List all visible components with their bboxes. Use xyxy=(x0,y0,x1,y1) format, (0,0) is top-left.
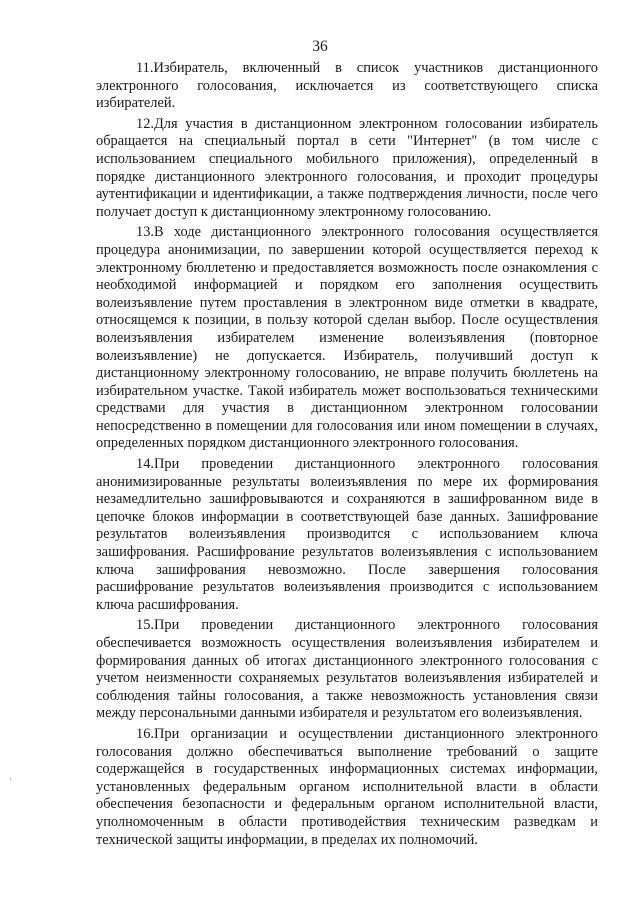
paragraph-16: 16.При организации и осуществлении дистанционного электронного голосования должно обеспечиваться выполнение требований о защите содержащейся в государственных информационных системах информации, установленных федеральным органом исполнительной власти в области обеспечения безопасности и федеральным органом исполнительной власти, уполномоченным в области противодействия техническим разведкам и технической защиты информации, в пределах их полномочий. xyxy=(96,725,598,848)
paragraph-15: 15.При проведении дистанционного электронного голосования обеспечивается возможность осуществления волеизъявления избирателем и формирования данных об итогах дистанционного электронного голосования с учетом неизменности сохраняемых результатов волеизъявления избирателей и соблюдения тайны голосования, а также невозможность установления связи между персональными данными избирателя и результатом его волеизъявления. xyxy=(96,617,598,722)
paragraph-14: 14.При проведении дистанционного электронного голосования анонимизированные результаты волеизъявления по мере их формирования незамедлительно зашифровываются и сохраняются в зашифрованном виде в цепочке блоков информации в соответствующей базе данных. Зашифрование результатов волеизъявления производится с использованием ключа зашифрования. Расшифрование результатов волеизъявления с использованием ключа зашифрования невозможно. После завершения голосования расшифрование результатов волеизъявления производится с использованием ключа расшифрования. xyxy=(96,456,598,613)
paragraph-11: 11.Избиратель, включенный в список участников дистанционного электронного голосования, исключается из соответствующего списка избирателей. xyxy=(96,60,598,112)
paragraph-12: 12.Для участия в дистанционном электронном голосовании избиратель обращается на специальный портал в сети "Интернет" (в том числе с использованием специального мобильного приложения), определенный в порядке дистанционного электронного голосования, и проходит процедуры аутентификации и идентификации, а также подтверждения личности, после чего получает доступ к дистанционному электронному голосованию. xyxy=(96,115,598,220)
paragraph-13: 13.В ходе дистанционного электронного голосования осуществляется процедура анонимизации, по завершении которой осуществляется переход к электронному бюллетеню и предоставляется возможность после ознакомления с необходимой информацией и порядком его заполнения осуществить волеизъявление путем проставления в электронном виде отметки в квадрате, относящемся к позиции, в пользу которой сделан выбор. После осуществления волеизъявления избирателем изменение волеизъявления (повторное волеизъявление) не допускается. Избиратель, получивший доступ к дистанционному электронному голосованию, не вправе получить бюллетень на избирательном участке. Такой избиратель может воспользоваться техническими средствами для участия в дистанционном электронном голосовании непосредственно в помещении для голосования или ином помещении в случаях, определенных порядком дистанционного электронного голосования. xyxy=(96,224,598,452)
page-number: 36 xyxy=(312,38,328,55)
scan-margin-mark xyxy=(10,778,11,780)
document-body xyxy=(96,60,598,849)
